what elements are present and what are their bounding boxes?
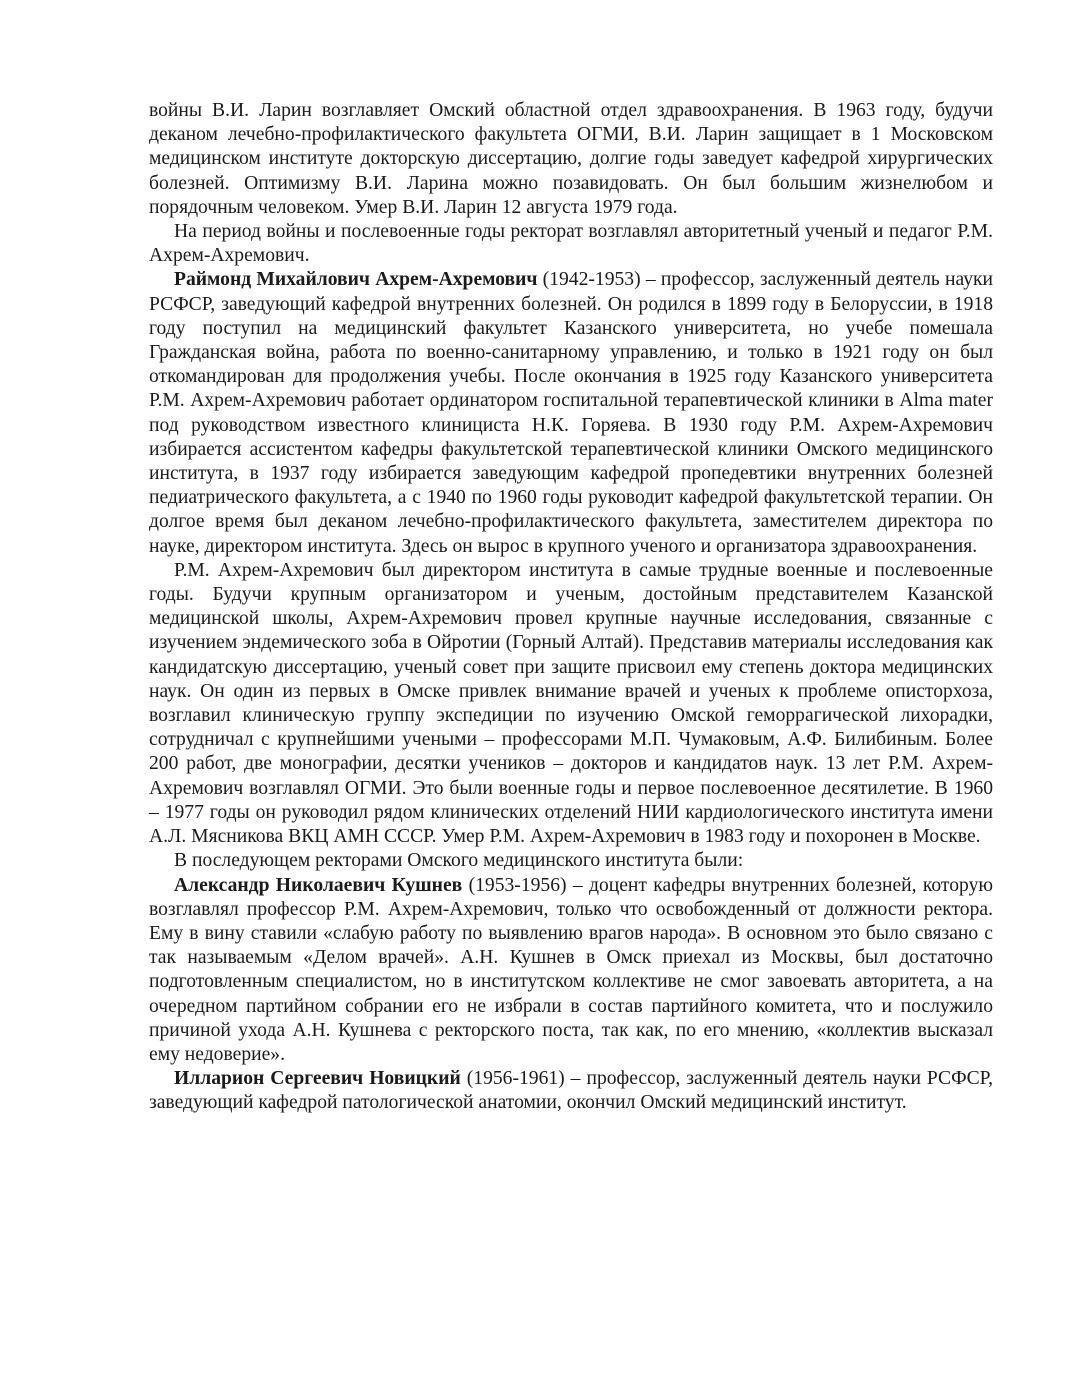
document-page xyxy=(149,99,993,1116)
paragraph-text: Р.М. Ахрем-Ахремович был директором института в самые трудные военные и послевоенные годы. Будучи крупным организатором и ученым, достойным представителем Казанской медицинской школы, Ахрем-Ахремович провел крупные научные исследования, связанные с изучением эндемического зоба в Ойротии (Горный Алтай). Представив материалы исследования как кандидатскую диссертацию, ученый совет при защите присвоил ему степень доктора медицинских наук. Он один из первых в Омске привлек внимание врачей и ученых к проблеме описторхоза, возглавил клиническую группу экспедиции по изучению Омской геморрагической лихорадки, сотрудничал с крупнейшими учеными – профессорами М.П. Чумаковым, А.Ф. Билибиным. Более 200 работ, две монографии, десятки учеников – докторов и кандидатов наук. 13 лет Р.М. Ахрем-Ахремович возглавлял ОГМИ. Это были военные годы и первое послевоенное десятилетие. В 1960 – 1977 годы он руководил рядом клинических отделений НИИ кардиологического института имени А.Л. Мясникова ВКЦ АМН СССР. Умер Р.М. Ахрем-Ахремович в 1983 году и похоронен в Москве. xyxy=(149,559,993,848)
paragraph-text: (1942-1953) – профессор, заслуженный деятель науки РСФСР, заведующий кафедрой внутренних болезней. Он родился в 1899 году в Белоруссии, в 1918 году поступил на медицинский факультет Казанского университета, но учебе помешала Гражданская война, работа по военно-санитарному управлению, и только в 1921 году он был откомандирован для продолжения учебы. После окончания в 1925 году Казанского университета Р.М. Ахрем-Ахремович работает ординатором госпитальной терапевтической клиники в Alma mater под руководством известного клинициста Н.К. Горяева. В 1930 году Р.М. Ахрем-Ахремович избирается ассистентом кафедры факультетской терапевтической клиники Омского медицинского института, в 1937 году избирается заведующим кафедрой пропедевтики внутренних болезней педиатрического факультета, а с 1940 по 1960 годы руководит кафедрой факультетской терапии. Он долгое время был деканом лечебно-профилактического факультета, заместителем директора по науке, директором института. Здесь он вырос в крупного ученого и организатора здравоохранения. xyxy=(149,269,994,557)
paragraph-akhrem-akhremovich-bio xyxy=(149,268,993,558)
paragraph-kushnev-bio xyxy=(149,874,993,1068)
paragraph-novitsky-bio xyxy=(149,1067,993,1115)
person-name-bold: Александр Николаевич Кушнев xyxy=(174,874,463,896)
person-name-bold: Илларион Сергеевич Новицкий xyxy=(174,1068,461,1090)
paragraph-text: На период войны и послевоенные годы ректорат возглавлял авторитетный ученый и педагог Р.М. Ахрем-Ахремович. xyxy=(149,221,993,267)
paragraph-text: (1956-1961) – профессор, заслуженный деятель науки РСФСР, заведующий кафедрой патологической анатомии, окончил Омский медицинский институт. xyxy=(149,1068,994,1114)
person-name-bold: Раймонд Михайлович Ахрем-Ахремович xyxy=(174,269,538,291)
paragraph-text: В последующем ректорами Омского медицинского института были: xyxy=(174,850,744,872)
paragraph-akhrem-akhremovich-director xyxy=(149,559,993,849)
paragraph-larin-continuation xyxy=(149,99,993,220)
paragraph-text: (1953-1956) – доцент кафедры внутренних болезней, которую возглавлял профессор Р.М. Ахрем-Ахремович, только что освобожденный от должности ректора. Ему в вину ставили «слабую работу по выявлению врагов народа». В основном это было связано с так называемым «Делом врачей». А.Н. Кушнев в Омск приехал из Москвы, был достаточно подготовленным специалистом, но в институтском коллективе не смог завоевать авторитета, а на очередном партийном собрании его не избрали в состав партийного комитета, что и послужило причиной ухода А.Н. Кушнева с ректорского поста, так как, по его мнению, «коллектив высказал ему недоверие». xyxy=(149,874,994,1065)
paragraph-text: войны В.И. Ларин возглавляет Омский областной отдел здравоохранения. В 1963 году, будучи деканом лечебно-профилактического факультета ОГМИ, В.И. Ларин защищает в 1 Московском медицинском институте докторскую диссертацию, долгие годы заведует кафедрой хирургических болезней. Оптимизму В.И. Ларина можно позавидовать. Он был большим жизнелюбом и порядочным человеком. Умер В.И. Ларин 12 августа 1979 года. xyxy=(149,100,993,218)
paragraph-rectorate-war-years xyxy=(149,220,993,268)
paragraph-subsequent-rectors xyxy=(149,849,993,873)
